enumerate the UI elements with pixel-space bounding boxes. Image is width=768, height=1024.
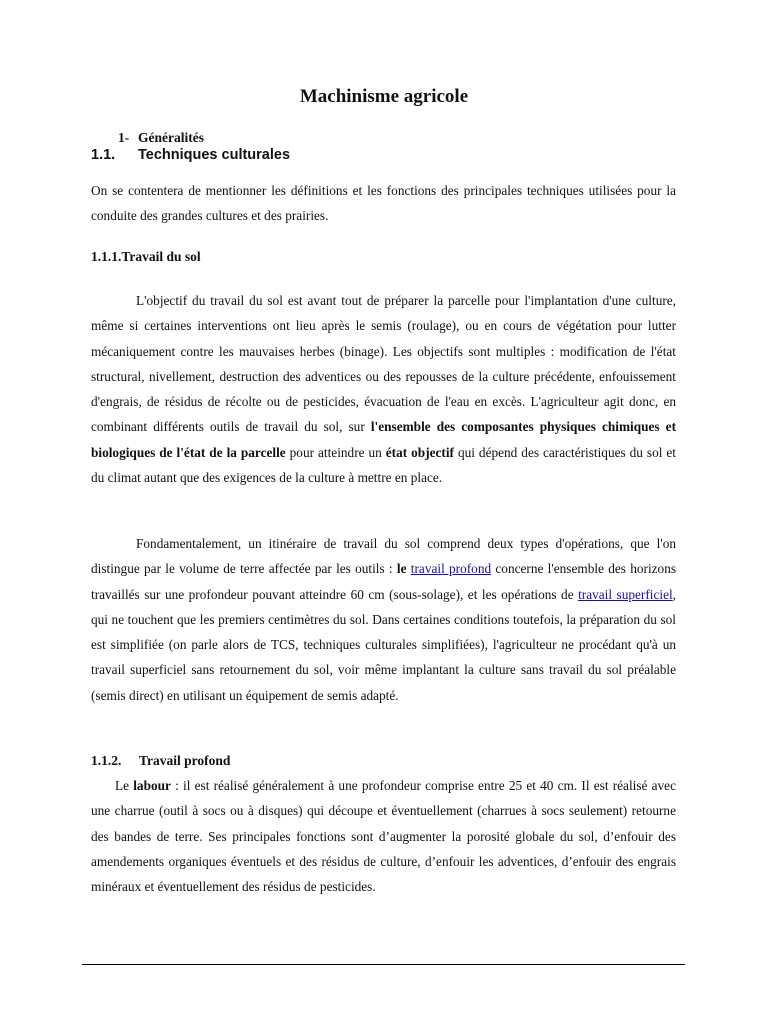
text-run: pour atteindre un xyxy=(285,444,386,460)
bold-text: l'ensemble des composantes physiques chimiques et biologiques de l'état de la parcelle xyxy=(91,419,677,460)
section-label: Généralités xyxy=(138,130,204,145)
section-heading-generalites xyxy=(118,130,204,146)
link-travail-profond[interactable]: travail profond xyxy=(410,561,492,577)
section-heading-travail-profond xyxy=(91,753,230,769)
text-run: , qui ne touchent que les premiers centimètres du sol. Dans certaines conditions toutefois, la préparation du sol est simplifiée (on parle alors de TCS, techniques culturales simplifiées), l'agriculteur ne procédant qu'à un travail superficiel sans retournement du sol, voir même implantant la culture sans travail du sol préalable (semis direct) en utilisant un équipement de semis adapté. xyxy=(91,586,676,703)
text-run: : il est réalisé généralement à une profondeur comprise entre 25 et 40 cm. Il est réalisé avec une charrue (outil à socs ou à disques) qui découpe et éventuellement (charrues à socs seulement) retourne des bandes de terre. Ses principales fonctions sont d’augmenter la porosité globale du sol, d’enfouir des amendements organiques éventuels et des résidus de culture, d’enfouir les adventices, d’enfouir des engrais minéraux et éventuellement des résidus de pesticides. xyxy=(91,778,676,895)
text-run: Le xyxy=(115,778,134,793)
section-heading-travail-du-sol: 1.1.1.Travail du sol xyxy=(91,249,201,264)
section-number: 1.1. xyxy=(91,147,116,163)
bold-text: le xyxy=(396,561,407,577)
text-run: Fondamentalement, un itinéraire de travail du sol comprend deux types d'opérations, que l'on distingue par le volume de terre affectée par les outils : xyxy=(91,536,676,577)
paragraph-labour xyxy=(91,773,676,899)
intro-paragraph: On se contentera de mentionner les définitions et les fonctions des principales techniques utilisées pour la conduite des grandes cultures et des prairies. xyxy=(91,183,676,224)
footer-divider xyxy=(82,964,685,965)
text-run: L'objectif du travail du sol est avant tout de préparer la parcelle pour l'implantation d'une culture, même si certaines interventions ont lieu après le semis (roulage), ou en cours de végétation pour lutter mécaniquement contre les mauvaises herbes (binage). Les objectifs sont multiples : modification de l'état structural, nivellement, destruction des adventices ou des repousses de la culture précédente, enfouissement d'engrais, de résidus de récolte ou de pesticides, évacuation de l'eau en excès. L'agriculteur agit donc, en combinant différents outils de travail du sol, sur xyxy=(91,293,676,435)
bold-text: labour xyxy=(133,778,171,793)
text-run: concerne l'ensemble des horizons travaillés sur une profondeur pouvant atteindre 60 cm (sous-solage), et les opérations de xyxy=(91,561,677,602)
section-label: Techniques culturales xyxy=(138,147,291,163)
paragraph-objectif-travail-du-sol xyxy=(91,288,676,490)
paragraph-itineraire xyxy=(91,531,676,708)
document-title: Machinisme agricole xyxy=(299,86,469,107)
text-run: qui dépend des caractéristiques du sol et du climat autant que des exigences de la culture à mettre en place. xyxy=(91,444,677,486)
link-travail-superficiel[interactable]: travail superficiel xyxy=(578,586,673,602)
section-label: Travail profond xyxy=(139,753,231,768)
section-number: 1- xyxy=(118,130,130,145)
bold-text: état objectif xyxy=(385,444,454,460)
section-number: 1.1.2. xyxy=(91,753,122,768)
section-heading-techniques-culturales xyxy=(91,147,290,163)
